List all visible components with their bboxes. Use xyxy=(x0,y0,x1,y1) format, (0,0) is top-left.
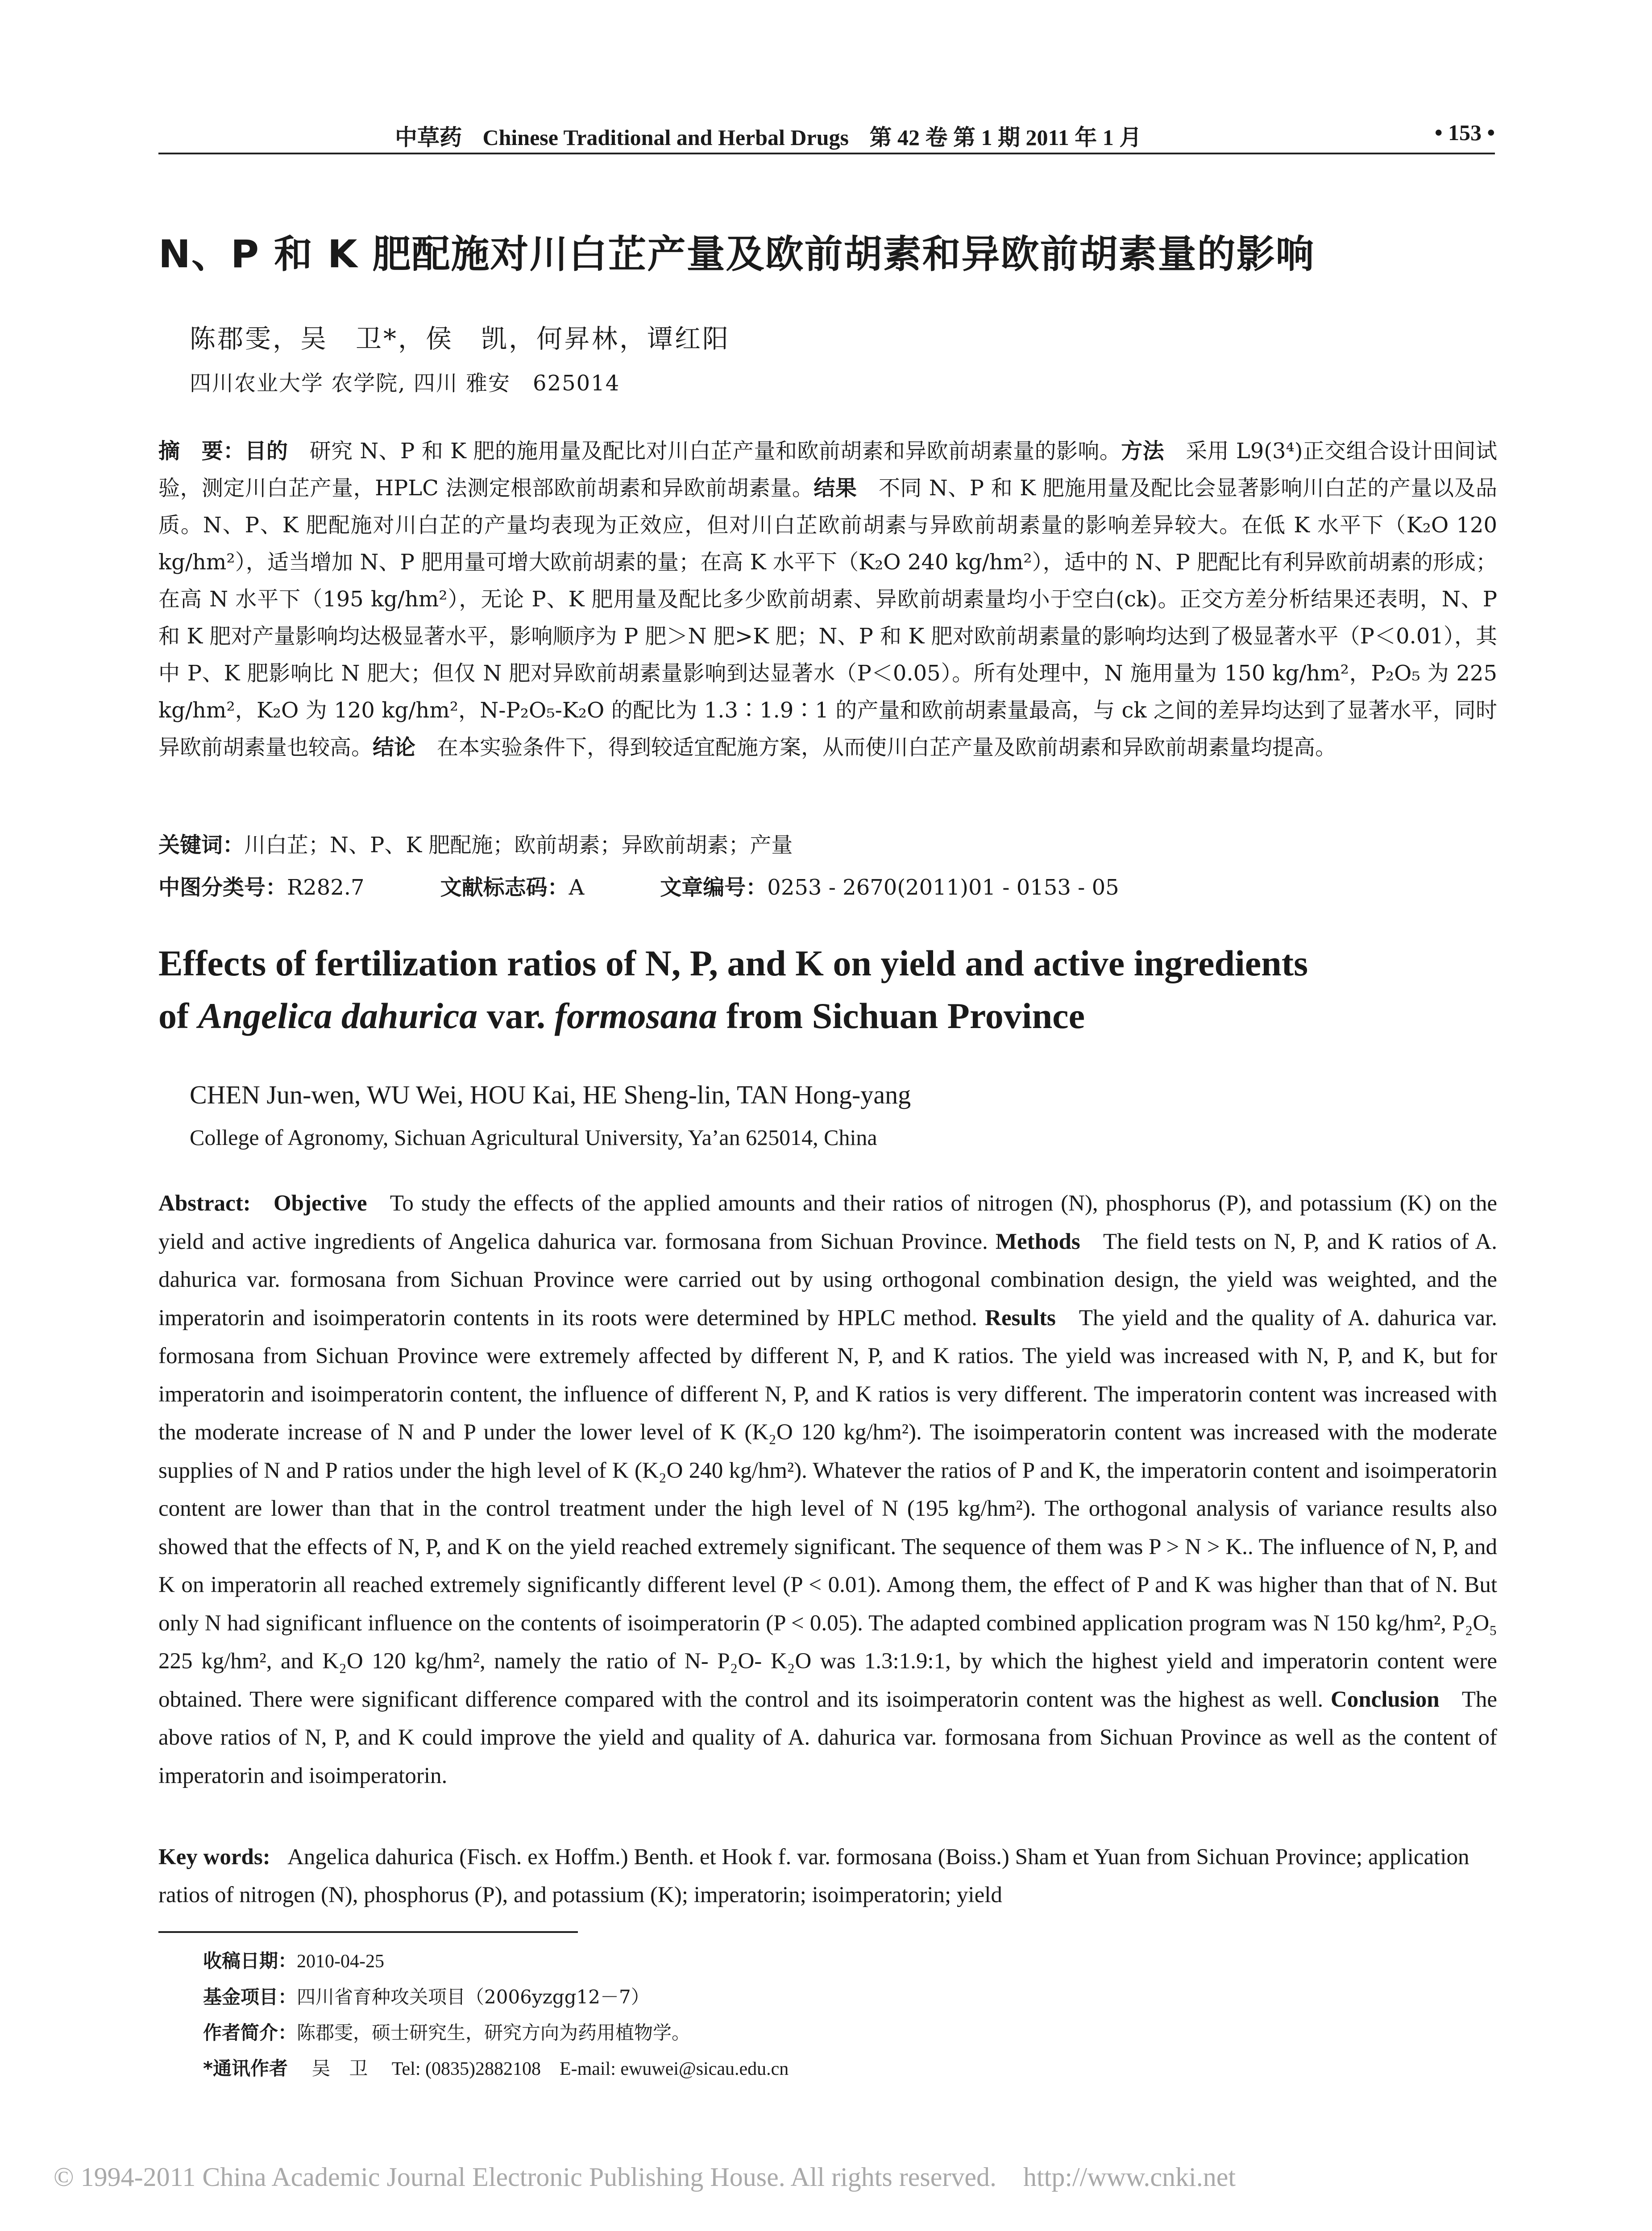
results-label: 结果 xyxy=(814,476,857,501)
footnote-corresponding-author: *通讯作者 吴 卫 Tel: (0835)2882108 E-mail: ewuwei@sicau.edu.cn xyxy=(203,2057,789,2079)
doc-code-value: A xyxy=(569,875,585,900)
keywords-text: 川白芷；N、P、K 肥配施；欧前胡素；异欧前胡素；产量 xyxy=(244,833,793,858)
footnote-divider xyxy=(158,1931,578,1933)
en-methods-label: Methods xyxy=(995,1229,1080,1254)
objective-text: 研究 N、P 和 K 肥的施用量及配比对川白芷产量和欧前胡素和异欧前胡素量的影响。 xyxy=(288,439,1121,464)
chinese-abstract xyxy=(158,433,1497,766)
english-affiliation: College of Agronomy, Sichuan Agricultural University, Ya’an 625014, China xyxy=(190,1125,877,1150)
methods-label: 方法 xyxy=(1121,439,1164,464)
english-keywords xyxy=(158,1838,1497,1914)
journal-name-en: Chinese Traditional and Herbal Drugs xyxy=(482,125,849,150)
journal-name-cn: 中草药 xyxy=(395,125,462,150)
clc-label: 中图分类号： xyxy=(158,875,287,900)
results-text: 不同 N、P 和 K 肥施用量及配比会显著影响川白芷的产量以及品质。N、P、K 肥配施对川白芷的产量均表现为正效应，但对川白芷欧前胡素与异欧前胡素量的影响差异较大。在低 K 水平下（K₂O 120 kg/hm²），适当增加 N、P 肥用量可增大欧前胡素的量；在高 K 水平下（K₂O 240 kg/hm²），适中的 N、P 肥配比有利异欧前胡素的形成；在高 N 水平下（195 kg/hm²），无论 P、K 肥用量及配比多少欧前胡素、异欧前胡素量均小于空白(ck)。正交方差分析结果还表明，N、P 和 K 肥对产量影响均达极显著水平，影响顺序为 P 肥＞N 肥>K 肥；N、P 和 K 肥对欧前胡素量的影响均达到了极显著水平（P＜0.01），其中 P、K 肥影响比 N 肥大；但仅 N 肥对异欧前胡素量影响到达显著水（P＜0.05）。所有处理中，N 施用量为 150 kg/hm²，P₂O₅ 为 225 kg/hm²，K₂O 为 120 kg/hm²，N-P₂O₅-K₂O 的配比为 1.3∶1.9∶1 的产量和欧前胡素量最高，与 ck 之间的差异均达到了显著水平，同时异欧前胡素量也较高。 xyxy=(158,476,1497,760)
methods-text: 采用 L9(3⁴)正交组合设计田间试验，测定川白芷产量，HPLC 法测定根部欧前胡素和异欧前胡素量。 xyxy=(158,439,1497,501)
en-results-text: The yield and the quality of A. dahurica var. formosana from Sichuan Province were extremely affected by different N, P, and K ratios. The yield was increased with N, P, and K, but for imperatorin and isoimperatorin content, the influence of different N, P, and K ratios is very different. The imperatorin content was increased with the moderate increase of N and P under the lower level of K (K₂O 120 kg/hm²). The isoimperatorin content was increased with the moderate supplies of N and P ratios under the high level of K (K₂O 240 kg/hm²). Whatever the ratios of P and K, the imperatorin content and isoimperatorin content are lower than that in the control treatment under the high level of N (195 kg/hm²). The orthogonal analysis of variance results also showed that the effects of N, P, and K on the yield reached extremely significant. The sequence of them was P > N > K.. The influence of N, P, and K on imperatorin all reached extremely significantly different level (P < 0.01). Among them, the effect of P and K was higher than that of N. But only N had significant influence on the contents of isoimperatorin (P < 0.05). The adapted combined application program was N 150 kg/hm², P₂O₅ 225 kg/hm², and K₂O 120 kg/hm², namely the ratio of N- P₂O- K₂O was 1.3:1.9:1, by which the highest yield and imperatorin content were obtained. There were significant difference compared with the control and its isoimperatorin content was the highest as well. xyxy=(158,1305,1498,1712)
chinese-keywords xyxy=(158,828,793,858)
en-objective-label: Objective xyxy=(273,1191,367,1216)
page-number: • 153 • xyxy=(1434,120,1495,145)
copyright-notice xyxy=(54,2162,1236,2193)
en-keywords-label: Key words: xyxy=(158,1845,270,1870)
chinese-title: N、P 和 K 肥配施对川白芷产量及欧前胡素和异欧前胡素量的影响 xyxy=(158,232,1315,277)
en-methods-text: The field tests on N, P, and K ratios of A. dahurica var. formosana from Sichuan Province were carried out by using orthogonal combination design, the yield was weighted, and the imperatorin and isoimperatorin contents in its roots were determined by HPLC method. xyxy=(158,1229,1498,1331)
classification-line xyxy=(158,870,1119,901)
english-authors: CHEN Jun-wen, WU Wei, HOU Kai, HE Sheng-lin, TAN Hong-yang xyxy=(190,1080,911,1109)
en-conclusion-text: The above ratios of N, P, and K could improve the yield and quality of A. dahurica var. formosana from Sichuan Province as well as the content of imperatorin and isoimperatorin. xyxy=(158,1687,1497,1788)
chinese-authors: 陈郡雯，吴 卫*，侯 凯，何昇林，谭红阳 xyxy=(190,323,731,354)
english-title-line1: Effects of fertilization ratios of N, P, and K on yield and active ingredients xyxy=(158,943,1308,983)
en-objective-text: To study the effects of the applied amounts and their ratios of nitrogen (N), phosphorus (P), and potassium (K) on the yield and active ingredients of Angelica dahurica var. formosana from Sichuan Province. xyxy=(158,1191,1498,1254)
english-title xyxy=(158,937,1497,1042)
objective-label: 目的 xyxy=(245,439,288,464)
article-no-label: 文章编号： xyxy=(660,875,768,900)
english-abstract xyxy=(158,1185,1497,1795)
footnote-received: 收稿日期：2010-04-25 xyxy=(203,1950,384,1972)
footnote-fund: 基金项目：四川省育种攻关项目（2006yzgg12－7） xyxy=(203,1986,650,2008)
clc-value: R282.7 xyxy=(287,875,365,900)
footnotes xyxy=(203,1943,789,2087)
en-conclusion-label: Conclusion xyxy=(1330,1687,1440,1712)
running-header xyxy=(158,117,1495,154)
conclusion-text: 在本实验条件下，得到较适宜配施方案，从而使川白芷产量及欧前胡素和异欧前胡素量均提高。 xyxy=(415,735,1337,760)
article-no-value: 0253 - 2670(2011)01 - 0153 - 05 xyxy=(767,875,1119,900)
footnote-author-bio: 作者简介：陈郡雯，硕士研究生，研究方向为药用植物学。 xyxy=(203,2022,691,2044)
en-results-label: Results xyxy=(985,1305,1056,1331)
en-keywords-text: Angelica dahurica (Fisch. ex Hoffm.) Benth. et Hook f. var. formosana (Boiss.) Sham et Yuan from Sichuan Province; application ratios of nitrogen (N), phosphorus (P), and potassium (K); imperatorin; isoimperatorin; yield xyxy=(158,1845,1469,1908)
abstract-label: 摘 要： xyxy=(158,439,245,464)
en-abstract-label: Abstract: xyxy=(158,1191,251,1216)
chinese-affiliation: 四川农业大学 农学院, 四川 雅安 625014 xyxy=(190,371,620,396)
copyright-url: http://www.cnki.net xyxy=(1023,2162,1236,2192)
journal-line xyxy=(395,120,1157,152)
english-title-line2: of Angelica dahurica var. formosana from Sichuan Province xyxy=(158,995,1085,1036)
doc-code-label: 文献标志码： xyxy=(440,875,569,900)
issue-info: 第 42 卷 第 1 期 2011 年 1 月 xyxy=(869,125,1142,150)
keywords-label: 关键词： xyxy=(158,833,245,858)
copyright-text: © 1994-2011 China Academic Journal Electronic Publishing House. All rights reserved. xyxy=(54,2162,996,2192)
conclusion-label: 结论 xyxy=(373,735,416,760)
